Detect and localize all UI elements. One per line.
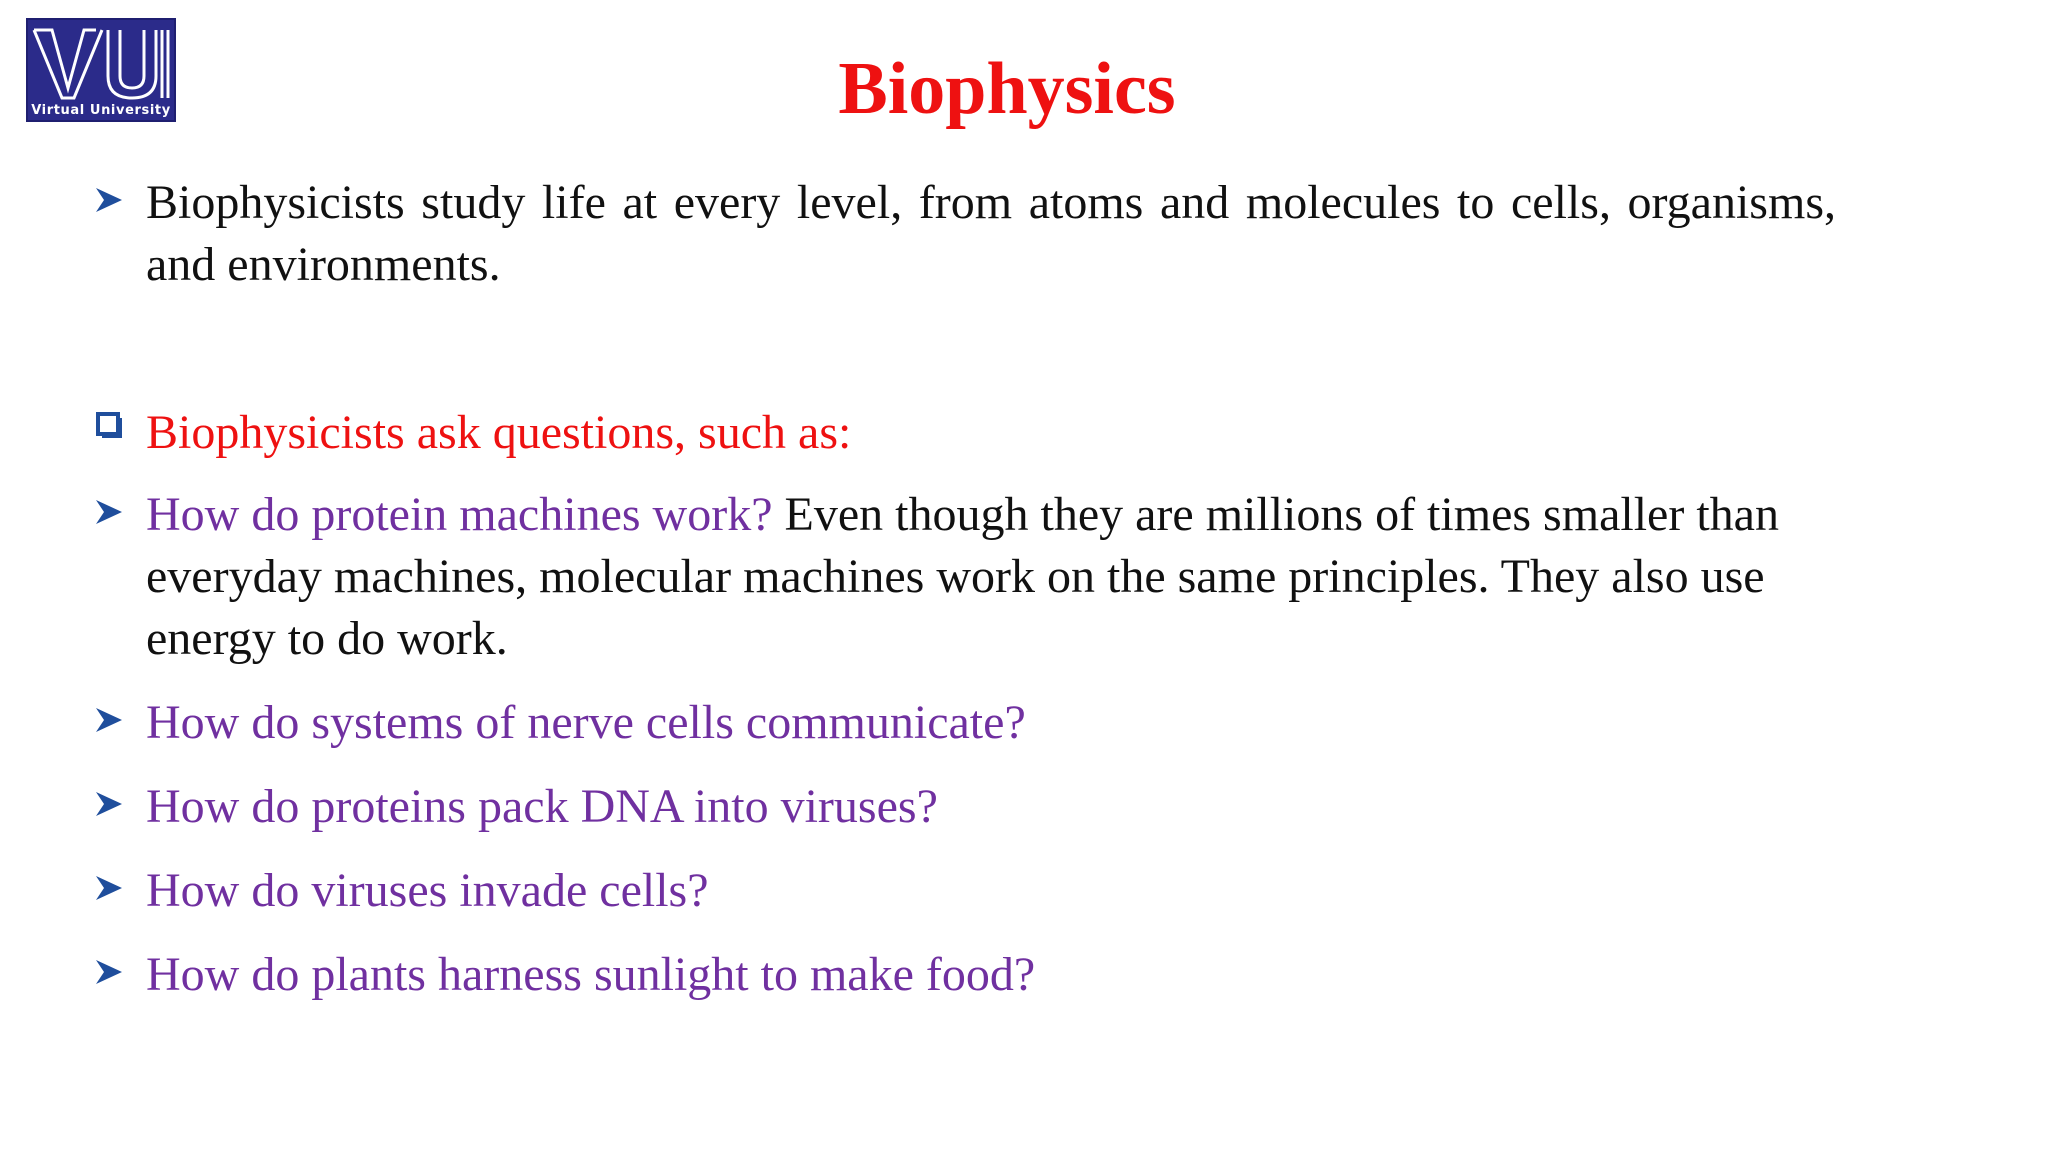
arrow-bullet-icon — [90, 692, 130, 754]
bullet-item — [146, 484, 1836, 670]
bullet-item — [146, 776, 1836, 838]
bullet-item — [146, 860, 1836, 922]
bullet-explanation: Even though they are millions of times smaller than everyday machines, molecular machines work on the same principles. They also use energy to do work. — [146, 488, 1779, 665]
arrow-bullet-icon — [90, 944, 130, 1006]
square-bullet-icon — [90, 402, 130, 464]
bullet-item — [146, 172, 1836, 296]
bullet-text: How do viruses invade cells? — [146, 864, 709, 917]
logo-caption: Virtual University — [31, 103, 171, 118]
arrow-bullet-icon — [90, 484, 130, 546]
bullet-text: How do plants harness sunlight to make food? — [146, 948, 1036, 1001]
arrow-bullet-icon — [90, 860, 130, 922]
bullet-item — [146, 692, 1836, 754]
bullet-text: How do systems of nerve cells communicate? — [146, 696, 1026, 749]
bullet-text: Biophysicists study life at every level, from atoms and molecules to cells, organisms, and environments. — [146, 176, 1836, 291]
slide-title: Biophysics — [838, 48, 1176, 130]
bullet-text: Biophysicists ask questions, such as: — [146, 406, 852, 459]
bullet-question: How do protein machines work? — [146, 488, 773, 541]
arrow-bullet-icon — [90, 776, 130, 838]
bullet-text: How do proteins pack DNA into viruses? — [146, 780, 938, 833]
arrow-bullet-icon — [90, 172, 130, 234]
bullet-item — [146, 944, 1836, 1006]
bullet-item — [146, 402, 1836, 464]
